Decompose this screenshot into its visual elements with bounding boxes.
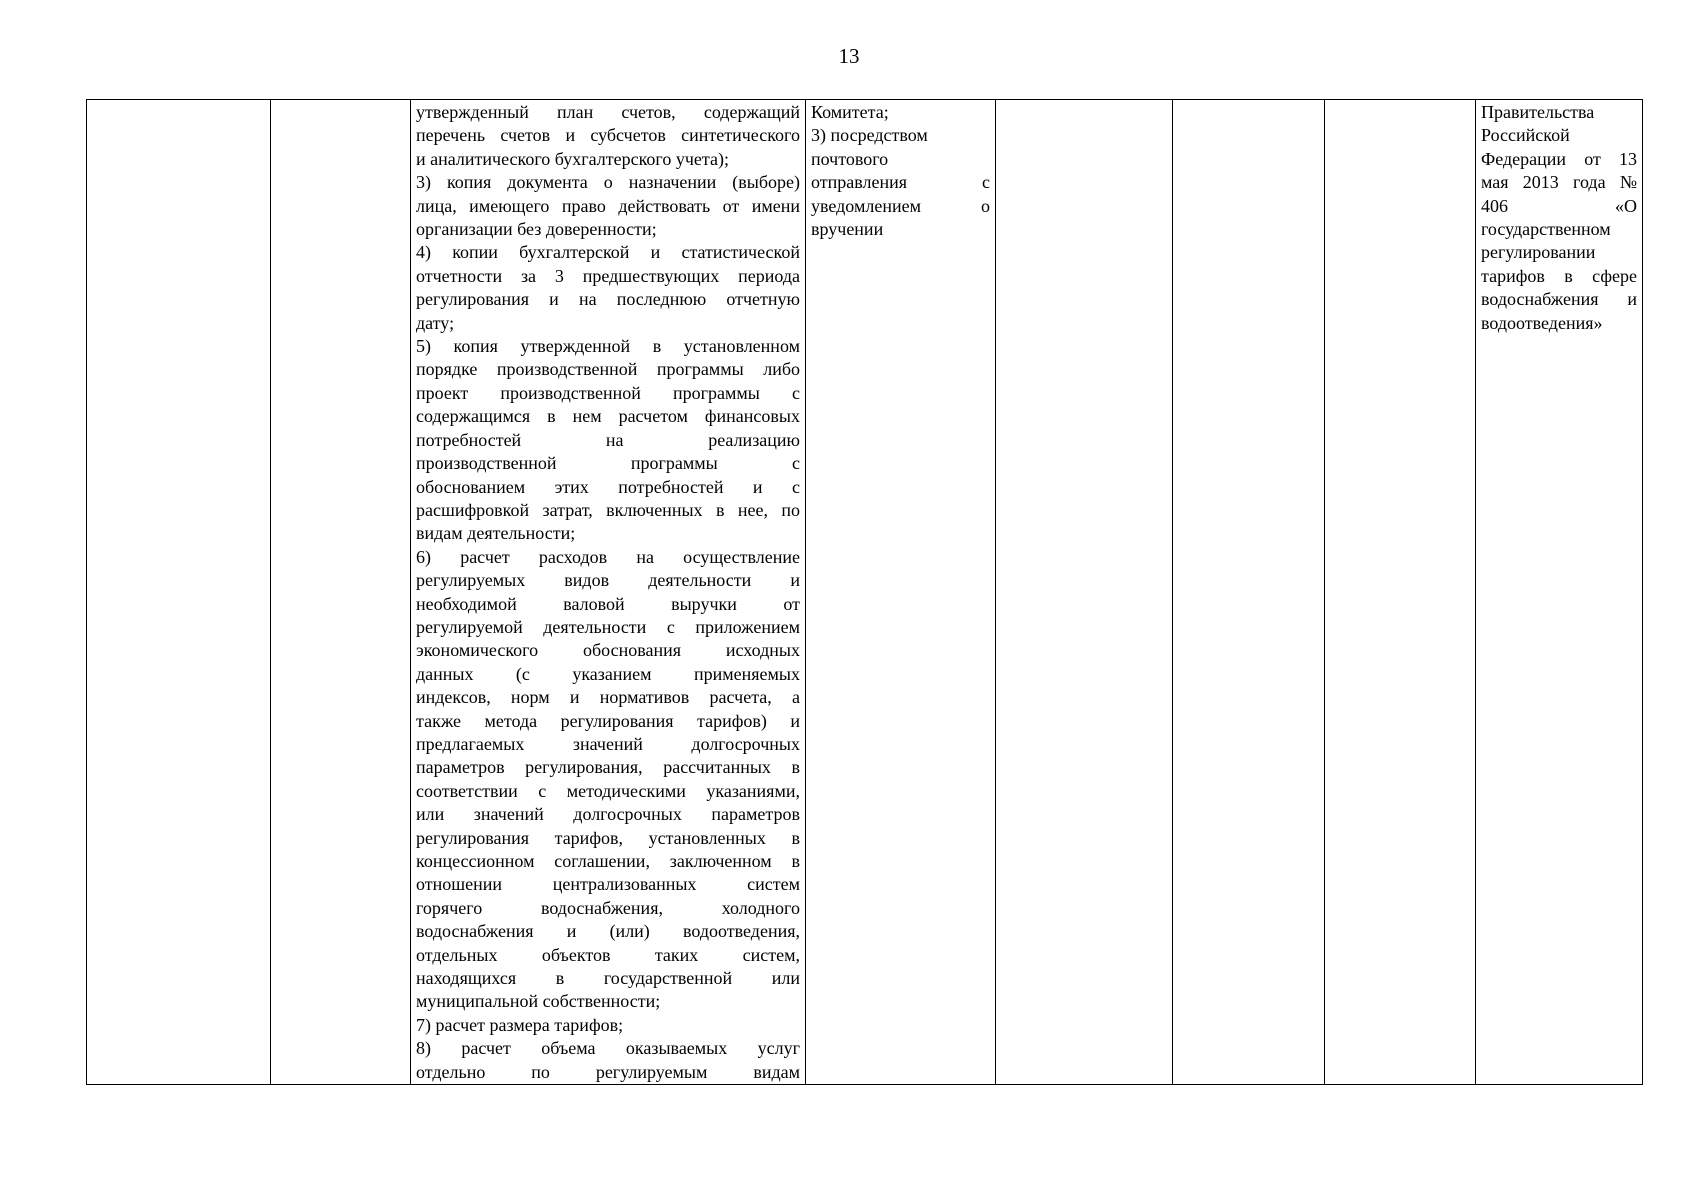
regulation-table (86, 99, 1643, 1085)
text-line: порядке производственной программы либо (416, 359, 800, 380)
text-line: мая 2013 года № (1481, 172, 1637, 193)
text-line: вручении (811, 219, 884, 240)
documents-list-text (416, 101, 800, 1084)
text-line: и аналитического бухгалтерского учета); (416, 148, 729, 169)
text-line: отчетности за 3 предшествующих периода (416, 265, 800, 286)
text-line: дату; (416, 312, 455, 333)
text-line: отдельных объектов таких систем, (416, 944, 800, 965)
text-line: регулировании (1481, 242, 1596, 263)
cell-legal-basis (1476, 100, 1643, 1085)
text-line: утвержденный план счетов, содержащий (416, 102, 800, 122)
text-line: 8) расчет объема оказываемых услуг (416, 1038, 800, 1059)
text-line: предлагаемых значений долгосрочных (416, 733, 800, 754)
text-line: водоснабжения и (1481, 289, 1637, 310)
text-line: находящихся в государственной или (416, 968, 800, 989)
text-line: Правительства (1481, 102, 1595, 122)
text-line: организации без доверенности; (416, 219, 657, 240)
text-line: уведомлением о (811, 195, 990, 216)
text-line: или значений долгосрочных параметров (416, 804, 800, 825)
text-line: параметров регулирования, рассчитанных в (416, 757, 800, 778)
cell-documents-list (411, 100, 806, 1085)
cell-col1 (87, 100, 271, 1085)
table-row (87, 100, 1643, 1085)
text-line: 3) посредством (811, 125, 928, 146)
text-line: расшифровкой затрат, включенных в нее, по (416, 499, 800, 520)
text-line: регулируемых видов деятельности и (416, 570, 800, 591)
text-line: 3) копия документа о назначении (выборе) (416, 172, 800, 193)
text-line: Комитета; (811, 102, 889, 122)
text-line: Федерации от 13 (1481, 148, 1637, 169)
text-line: производственной программы с (416, 453, 800, 474)
text-line: 6) расчет расходов на осуществление (416, 546, 800, 567)
text-line: данных (с указанием применяемых (416, 663, 800, 684)
text-line: концессионном соглашении, заключенном в (416, 851, 800, 871)
text-line: экономического обоснования исходных (416, 640, 800, 661)
text-line: регулирования тарифов, установленных в (416, 827, 800, 848)
text-line: государственном (1481, 219, 1611, 240)
text-line: индексов, норм и нормативов расчета, а (416, 687, 800, 708)
text-line: 4) копии бухгалтерской и статистической (416, 242, 800, 263)
text-line: Российской (1481, 125, 1570, 146)
submission-method-text (811, 101, 990, 241)
cell-col5 (996, 100, 1173, 1085)
legal-basis-text (1481, 101, 1637, 335)
text-line: лица, имеющего право действовать от имени (416, 195, 800, 216)
text-line: тарифов в сфере (1481, 265, 1637, 286)
text-line: отдельно по регулируемым видам (416, 1061, 800, 1082)
text-line: водоснабжения и (или) водоотведения, (416, 921, 800, 942)
text-line: отправления с (811, 172, 990, 193)
text-line: перечень счетов и субсчетов синтетического (416, 125, 800, 146)
text-line: почтового (811, 148, 889, 169)
text-line: 5) копия утвержденной в установленном (416, 336, 800, 357)
text-line: горячего водоснабжения, холодного (416, 897, 800, 918)
text-line: проект производственной программы с (416, 382, 800, 403)
text-line: муниципальной собственности; (416, 991, 661, 1012)
text-line: регулируемой деятельности с приложением (416, 616, 800, 637)
text-line: отношении централизованных систем (416, 874, 800, 895)
text-line: соответствии с методическими указаниями, (416, 780, 800, 801)
text-line: регулирования и на последнюю отчетную (416, 289, 800, 310)
cell-submission-method (806, 100, 996, 1085)
text-line: 7) расчет размера тарифов; (416, 1014, 624, 1035)
text-line: необходимой валовой выручки от (416, 593, 800, 614)
text-line: обоснованием этих потребностей и с (416, 476, 800, 497)
text-line: видам деятельности; (416, 523, 576, 544)
text-line: потребностей на реализацию (416, 429, 800, 450)
cell-col7 (1325, 100, 1476, 1085)
page-number: 13 (838, 44, 860, 68)
text-line: 406 «О (1481, 195, 1637, 216)
text-line: водоотведения» (1481, 312, 1603, 333)
text-line: содержащимся в нем расчетом финансовых (416, 406, 800, 427)
cell-col2 (271, 100, 411, 1085)
cell-col6 (1173, 100, 1325, 1085)
text-line: также метода регулирования тарифов) и (416, 710, 800, 731)
